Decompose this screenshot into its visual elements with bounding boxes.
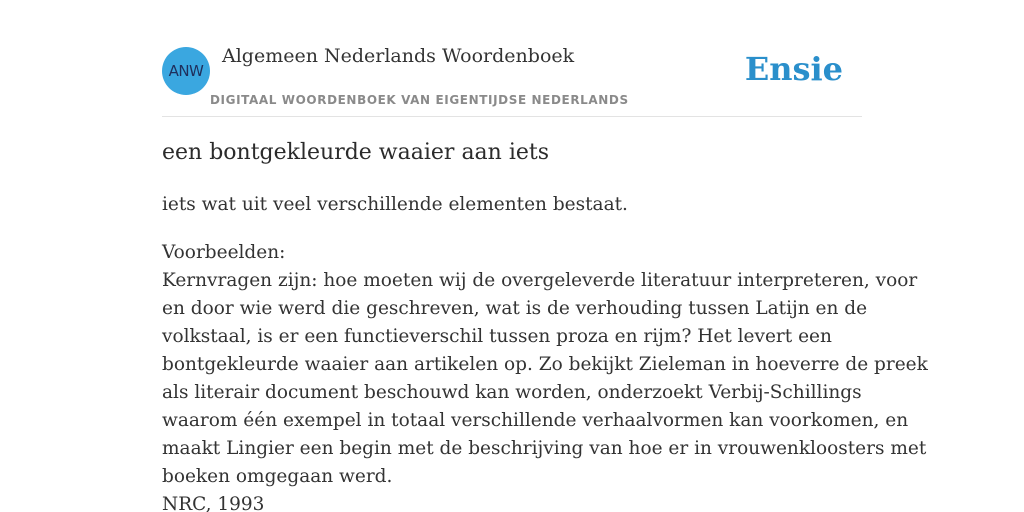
- example-line: volkstaal, is er een functieverschil tussen proza en rijm? Het levert een: [162, 326, 832, 347]
- example-line: boeken omgegaan werd.: [162, 466, 393, 487]
- example-line: als literair document beschouwd kan worden, onderzoekt Verbij-Schillings: [162, 382, 862, 403]
- site-title[interactable]: Algemeen Nederlands Woordenboek: [222, 45, 575, 67]
- site-header: [162, 0, 862, 117]
- site-subtitle: DIGITAAL WOORDENBOEK VAN EIGENTIJDSE NEDERLANDS: [210, 93, 629, 107]
- example-line: Kernvragen zijn: hoe moeten wij de overgeleverde literatuur interpreteren, voor: [162, 270, 918, 291]
- ensie-logo[interactable]: Ensie: [744, 50, 843, 88]
- lemma-heading: een bontgekleurde waaier aan iets: [162, 140, 550, 165]
- example-source: NRC, 1993: [162, 494, 265, 512]
- example-line: maakt Lingier een begin met de beschrijving van hoe er in vrouwenkloosters met: [162, 438, 927, 459]
- example-line: waarom één exempel in totaal verschillende verhaalvormen kan voorkomen, en: [162, 410, 909, 431]
- example-line: bontgekleurde waaier aan artikelen op. Zo bekijkt Zieleman in hoeverre de preek: [162, 354, 928, 375]
- examples-block: [162, 239, 928, 512]
- content-column: [162, 0, 928, 512]
- examples-label: Voorbeelden:: [162, 242, 286, 263]
- anw-logo[interactable]: ANW: [162, 47, 210, 95]
- example-line: en door wie werd die geschreven, wat is de verhouding tussen Latijn en de: [162, 298, 868, 319]
- definition-text: iets wat uit veel verschillende elementen bestaat.: [162, 194, 628, 215]
